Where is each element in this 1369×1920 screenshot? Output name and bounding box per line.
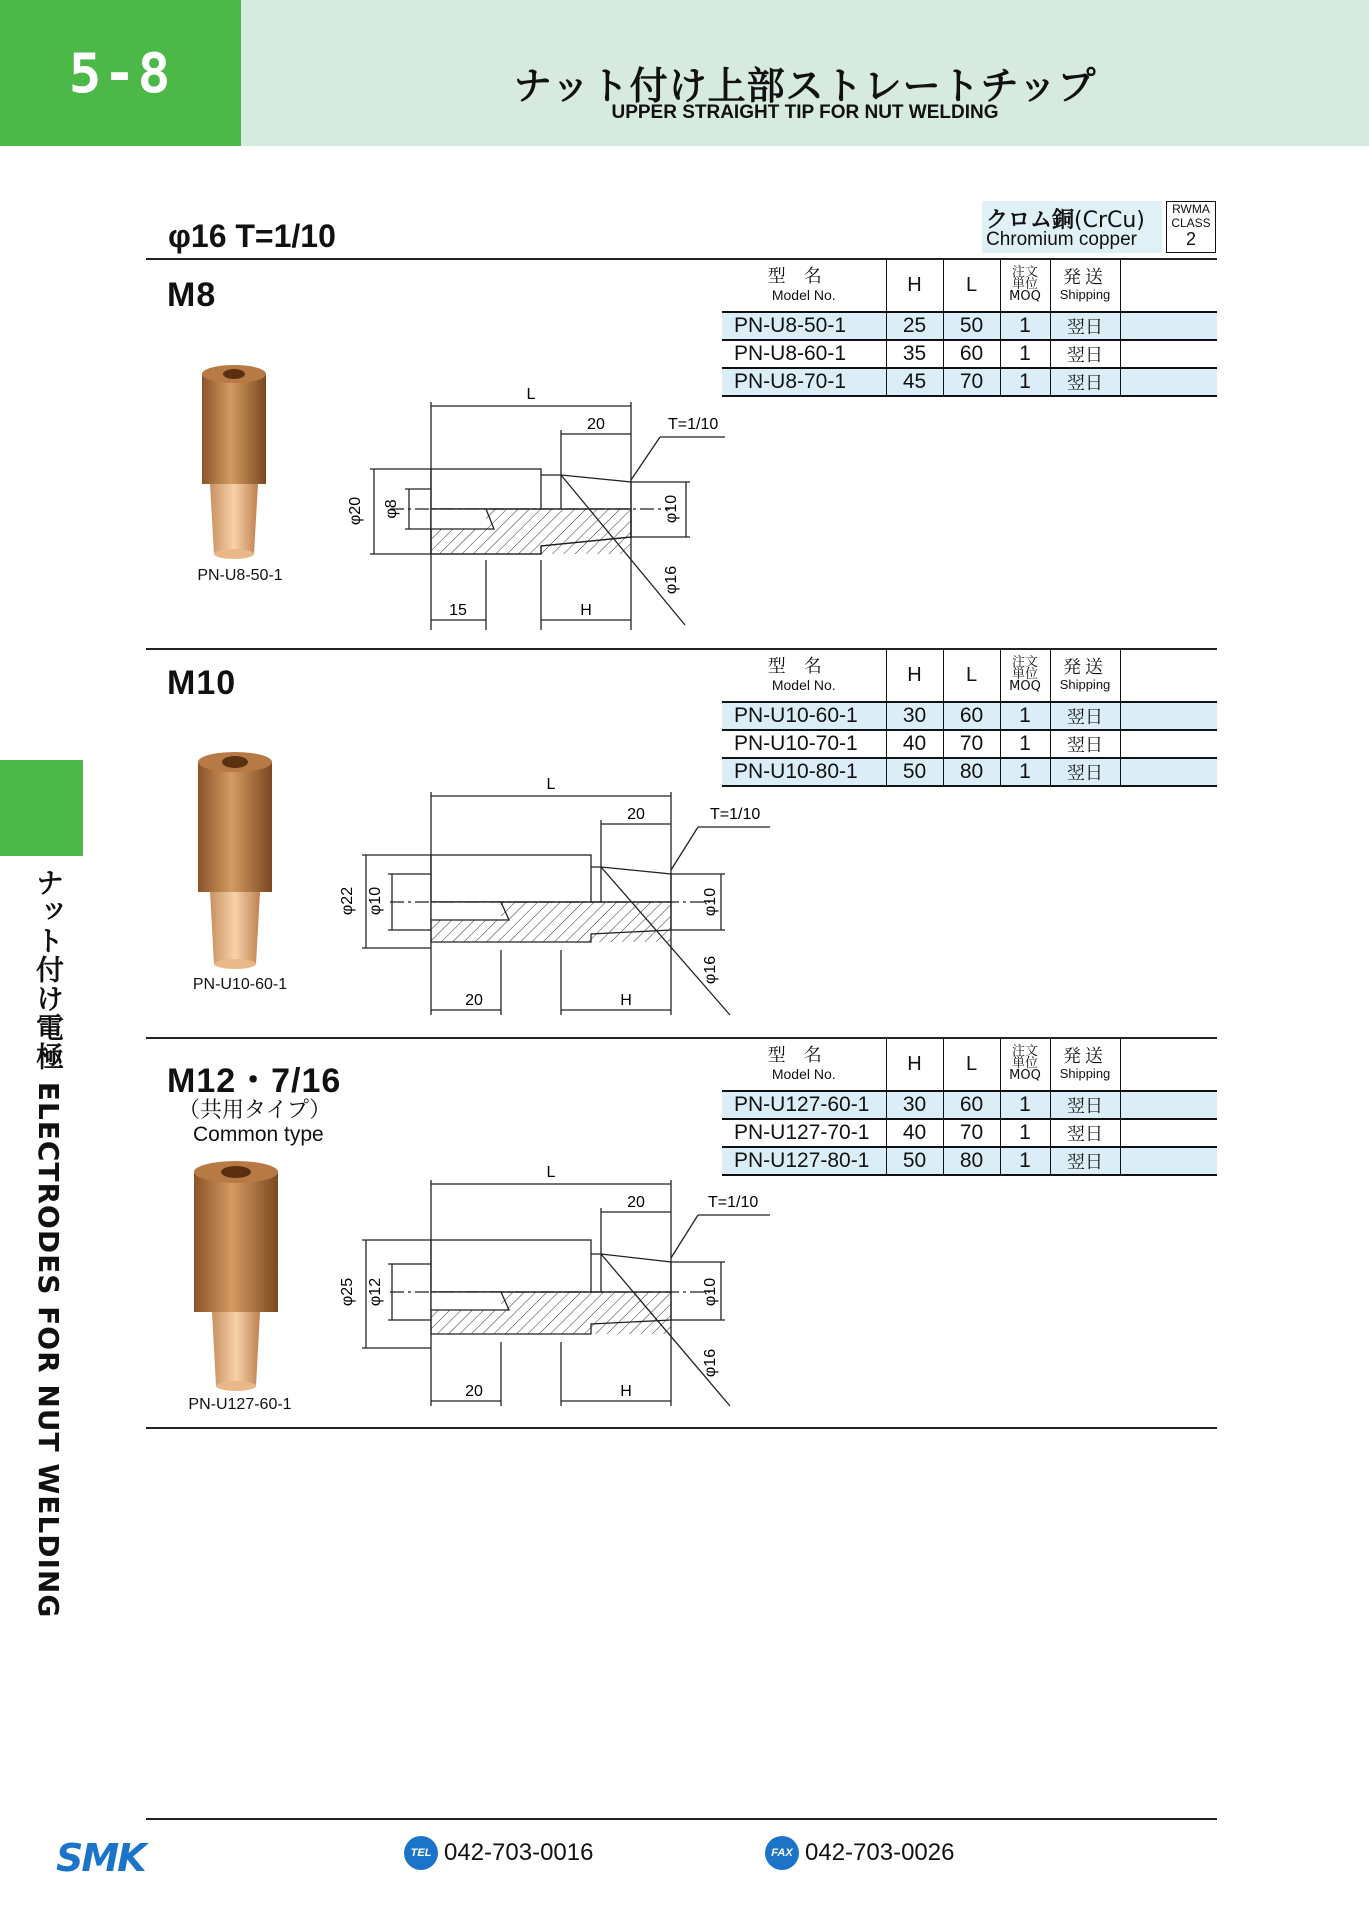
th-l: L	[943, 259, 1000, 312]
dim-tip: 20	[627, 1194, 645, 1211]
page-title-en: UPPER STRAIGHT TIP FOR NUT WELDING	[611, 102, 999, 123]
dim-end-dia: φ16	[702, 955, 719, 985]
dim-end-dia: φ16	[663, 565, 680, 595]
dim-inner-dia: φ10	[367, 886, 384, 916]
dim-tip: 20	[627, 806, 645, 823]
footer-divider	[146, 1818, 1217, 1820]
photo-caption: PN-U10-60-1	[192, 976, 288, 993]
product-photo-m12	[186, 1160, 286, 1400]
table-row: PN-U8-50-1 25 50 1 翌日	[722, 312, 1217, 340]
th-h: H	[886, 649, 943, 702]
photo-caption: PN-U127-60-1	[188, 1396, 292, 1413]
table-row: PN-U10-80-1 50 80 1 翌日	[722, 758, 1217, 786]
section-divider	[146, 1427, 1217, 1429]
dim-tip-dia: φ10	[663, 494, 680, 524]
spec-table-m12	[722, 1038, 1217, 1176]
dim-base: 20	[465, 992, 483, 1009]
side-tab-marker	[0, 760, 83, 856]
product-photo-m10	[190, 752, 280, 972]
dim-tip: 20	[587, 416, 605, 433]
tel-number: 042-703-0016	[444, 1839, 594, 1866]
phone-icon: TEL	[404, 1836, 438, 1870]
dimension-drawing-m12	[330, 1158, 770, 1418]
th-blank	[1120, 259, 1217, 312]
th-moq: 注文 単位 MOQ	[1000, 649, 1050, 702]
th-model: 型名 Model No.	[722, 1038, 886, 1091]
th-blank	[1120, 1038, 1217, 1091]
dim-inner-dia: φ8	[383, 499, 400, 519]
dim-L: L	[546, 1164, 556, 1181]
th-shipping: 発送 Shipping	[1050, 649, 1120, 702]
page-title: ナット付け上部ストレートチップ	[513, 64, 1097, 108]
table-row: PN-U127-80-1 50 80 1 翌日	[722, 1147, 1217, 1175]
dim-taper: T=1/10	[708, 1194, 759, 1211]
th-shipping: 発送 Shipping	[1050, 259, 1120, 312]
spec-table-m10	[722, 649, 1217, 787]
rwma-class-box: RWMA CLASS 2	[1166, 201, 1216, 253]
th-h: H	[886, 259, 943, 312]
model-heading-m10: M10	[167, 664, 237, 702]
dim-outer-dia: φ22	[339, 886, 356, 916]
th-h: H	[886, 1038, 943, 1091]
dim-H: H	[580, 602, 592, 619]
dim-base: 20	[465, 1383, 483, 1400]
dim-H: H	[620, 1383, 632, 1400]
dim-base: 15	[449, 602, 467, 619]
model-heading-m8: M8	[167, 276, 217, 314]
table-row: PN-U127-60-1 30 60 1 翌日	[722, 1091, 1217, 1119]
th-moq: 注文 単位 MOQ	[1000, 259, 1050, 312]
dim-taper: T=1/10	[668, 416, 719, 433]
dim-inner-dia: φ12	[367, 1277, 384, 1307]
dim-outer-dia: φ20	[347, 496, 364, 526]
dim-L: L	[526, 386, 536, 403]
dim-outer-dia: φ25	[339, 1277, 356, 1307]
side-label: ナット付け電極 ELECTRODES FOR NUT WELDING	[32, 868, 65, 1619]
material-name: クロム銅(CrCu)	[986, 208, 1145, 233]
photo-caption: PN-U8-50-1	[197, 567, 283, 584]
table-row: PN-U8-60-1 35 60 1 翌日	[722, 340, 1217, 368]
dim-H: H	[620, 992, 632, 1009]
th-model: 型名 Model No.	[722, 649, 886, 702]
model-subtitle-en: Common type	[193, 1123, 324, 1146]
fax-contact	[765, 1836, 954, 1870]
dimension-drawing-m8	[330, 380, 760, 640]
spec-table-m8	[722, 259, 1217, 397]
dim-end-dia: φ16	[702, 1348, 719, 1378]
tel-contact	[404, 1836, 593, 1870]
table-row: PN-U10-70-1 40 70 1 翌日	[722, 730, 1217, 758]
fax-icon: FAX	[765, 1836, 799, 1870]
dim-tip-dia: φ10	[702, 887, 719, 917]
section-number: 5-8	[0, 0, 241, 146]
th-blank	[1120, 649, 1217, 702]
model-heading-m12: M12・7/16	[167, 1062, 342, 1100]
table-row: PN-U8-70-1 45 70 1 翌日	[722, 368, 1217, 396]
fax-number: 042-703-0026	[805, 1839, 955, 1866]
dimension-drawing-m10	[330, 770, 770, 1030]
th-l: L	[943, 649, 1000, 702]
material-name-en: Chromium copper	[986, 229, 1137, 250]
product-photo-m8	[190, 364, 280, 564]
table-row: PN-U10-60-1 30 60 1 翌日	[722, 702, 1217, 730]
th-model: 型名 Model No.	[722, 259, 886, 312]
dim-L: L	[546, 776, 556, 793]
model-subtitle-jp: （共用タイプ）	[178, 1098, 332, 1123]
th-l: L	[943, 1038, 1000, 1091]
company-logo: SMK	[56, 1836, 145, 1880]
dim-tip-dia: φ10	[702, 1277, 719, 1307]
spec-title: φ16 T=1/10	[168, 218, 336, 254]
th-shipping: 発送 Shipping	[1050, 1038, 1120, 1091]
dim-taper: T=1/10	[710, 806, 761, 823]
th-moq: 注文 単位 MOQ	[1000, 1038, 1050, 1091]
table-row: PN-U127-70-1 40 70 1 翌日	[722, 1119, 1217, 1147]
